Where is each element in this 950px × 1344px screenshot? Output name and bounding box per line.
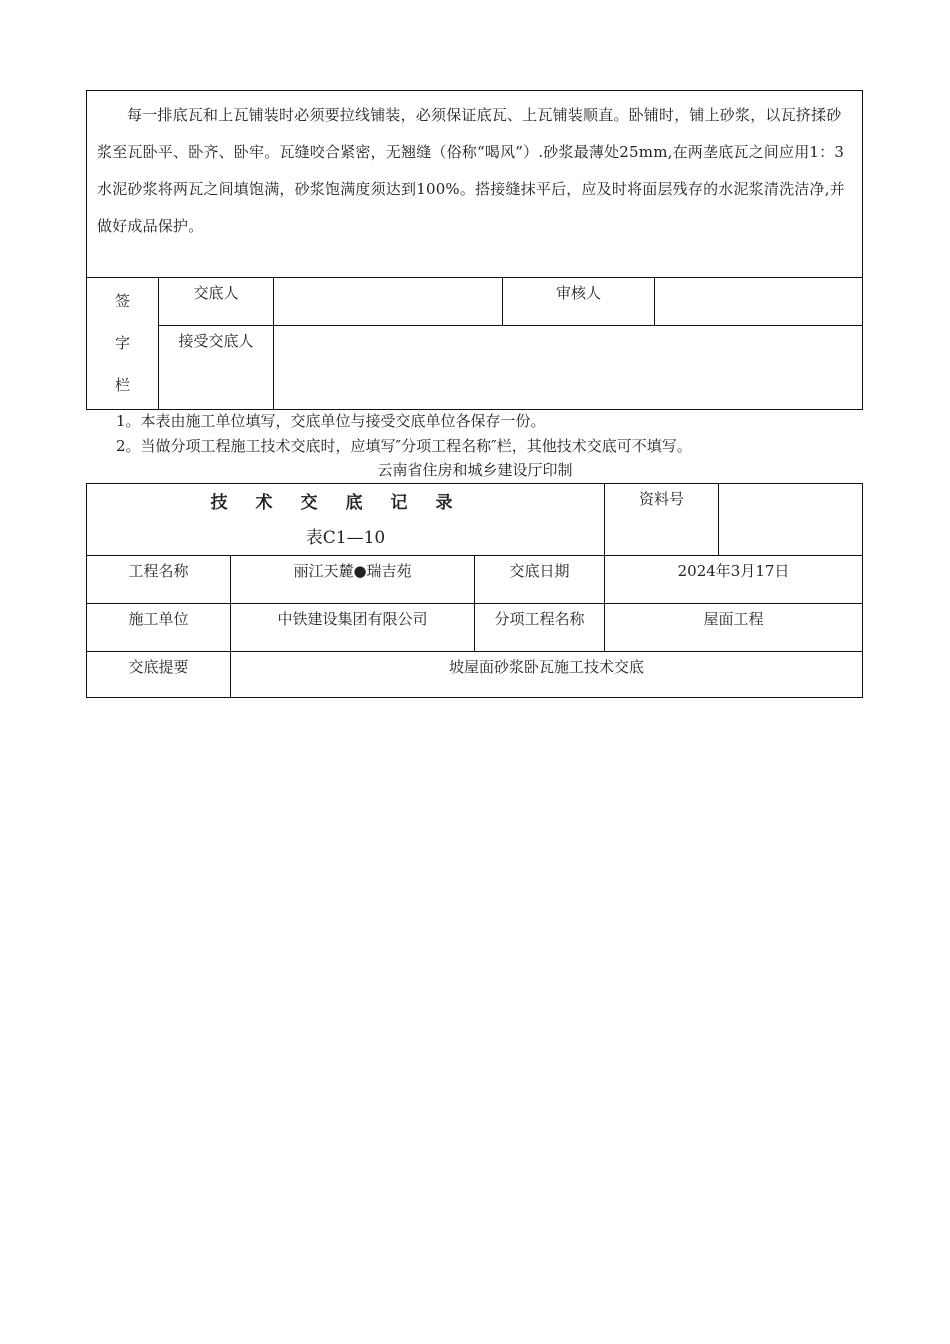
notes: [116, 409, 692, 459]
signature-char: 字: [114, 334, 130, 352]
handover-person-field[interactable]: [274, 278, 503, 326]
record-title-cell: [87, 484, 605, 556]
sub-project-value: 屋面工程: [605, 604, 863, 652]
note-1: 1。本表由施工单位填写，交底单位与接受交底单位各保存一份。: [116, 412, 546, 430]
doc-number-label: 资料号: [605, 484, 719, 556]
printer-footer: 云南省住房和城乡建设厅印制: [377, 461, 573, 479]
summary-value: 坡屋面砂浆卧瓦施工技术交底: [231, 652, 863, 698]
contractor-label: 施工单位: [87, 604, 231, 652]
signature-char: 签: [114, 292, 130, 310]
content-paragraph: 每一排底瓦和上瓦铺装时必须要拉线铺装，必须保证底瓦、上瓦铺装顺直。卧铺时，铺上砂浆，以瓦挤揉砂浆至瓦卧平、卧齐、卧牢。瓦缝咬合紧密，无翘缝（俗称“喝风”）.砂浆最薄处25mm,在两垄底瓦之间应用1：3水泥砂浆将两瓦之间填饱满，砂浆饱满度须达到100%。搭接缝抹平后，应及时将面层残存的水泥浆清洗洁净,并做好成品保护。: [97, 106, 845, 235]
reviewer-field[interactable]: [655, 278, 863, 326]
handover-person-label: 交底人: [159, 278, 274, 326]
disclosure-date-label: 交底日期: [475, 556, 605, 604]
disclosure-date-value: 2024年3月17日: [605, 556, 863, 604]
signature-char: 栏: [114, 376, 130, 394]
signature-column-label: [87, 278, 159, 410]
disclosure-content-table: [86, 90, 863, 410]
reviewer-label: 审核人: [503, 278, 655, 326]
summary-label: 交底提要: [87, 652, 231, 698]
record-title: 技术交底记录: [210, 493, 481, 513]
note-2: 2。当做分项工程施工技术交底时，应填写″分项工程名称″栏，其他技术交底可不填写。: [116, 437, 692, 455]
form-number: 表C1—10: [305, 528, 386, 548]
doc-number-field[interactable]: [719, 484, 863, 556]
content-cell: [87, 91, 863, 278]
contractor-value: 中铁建设集团有限公司: [231, 604, 475, 652]
receiver-label: 接受交底人: [159, 326, 274, 410]
sub-project-label: 分项工程名称: [475, 604, 605, 652]
project-name-label: 工程名称: [87, 556, 231, 604]
technical-disclosure-record-table: [86, 483, 863, 698]
project-name-value: 丽江天麓●瑞吉苑: [231, 556, 475, 604]
receiver-field[interactable]: [274, 326, 863, 410]
